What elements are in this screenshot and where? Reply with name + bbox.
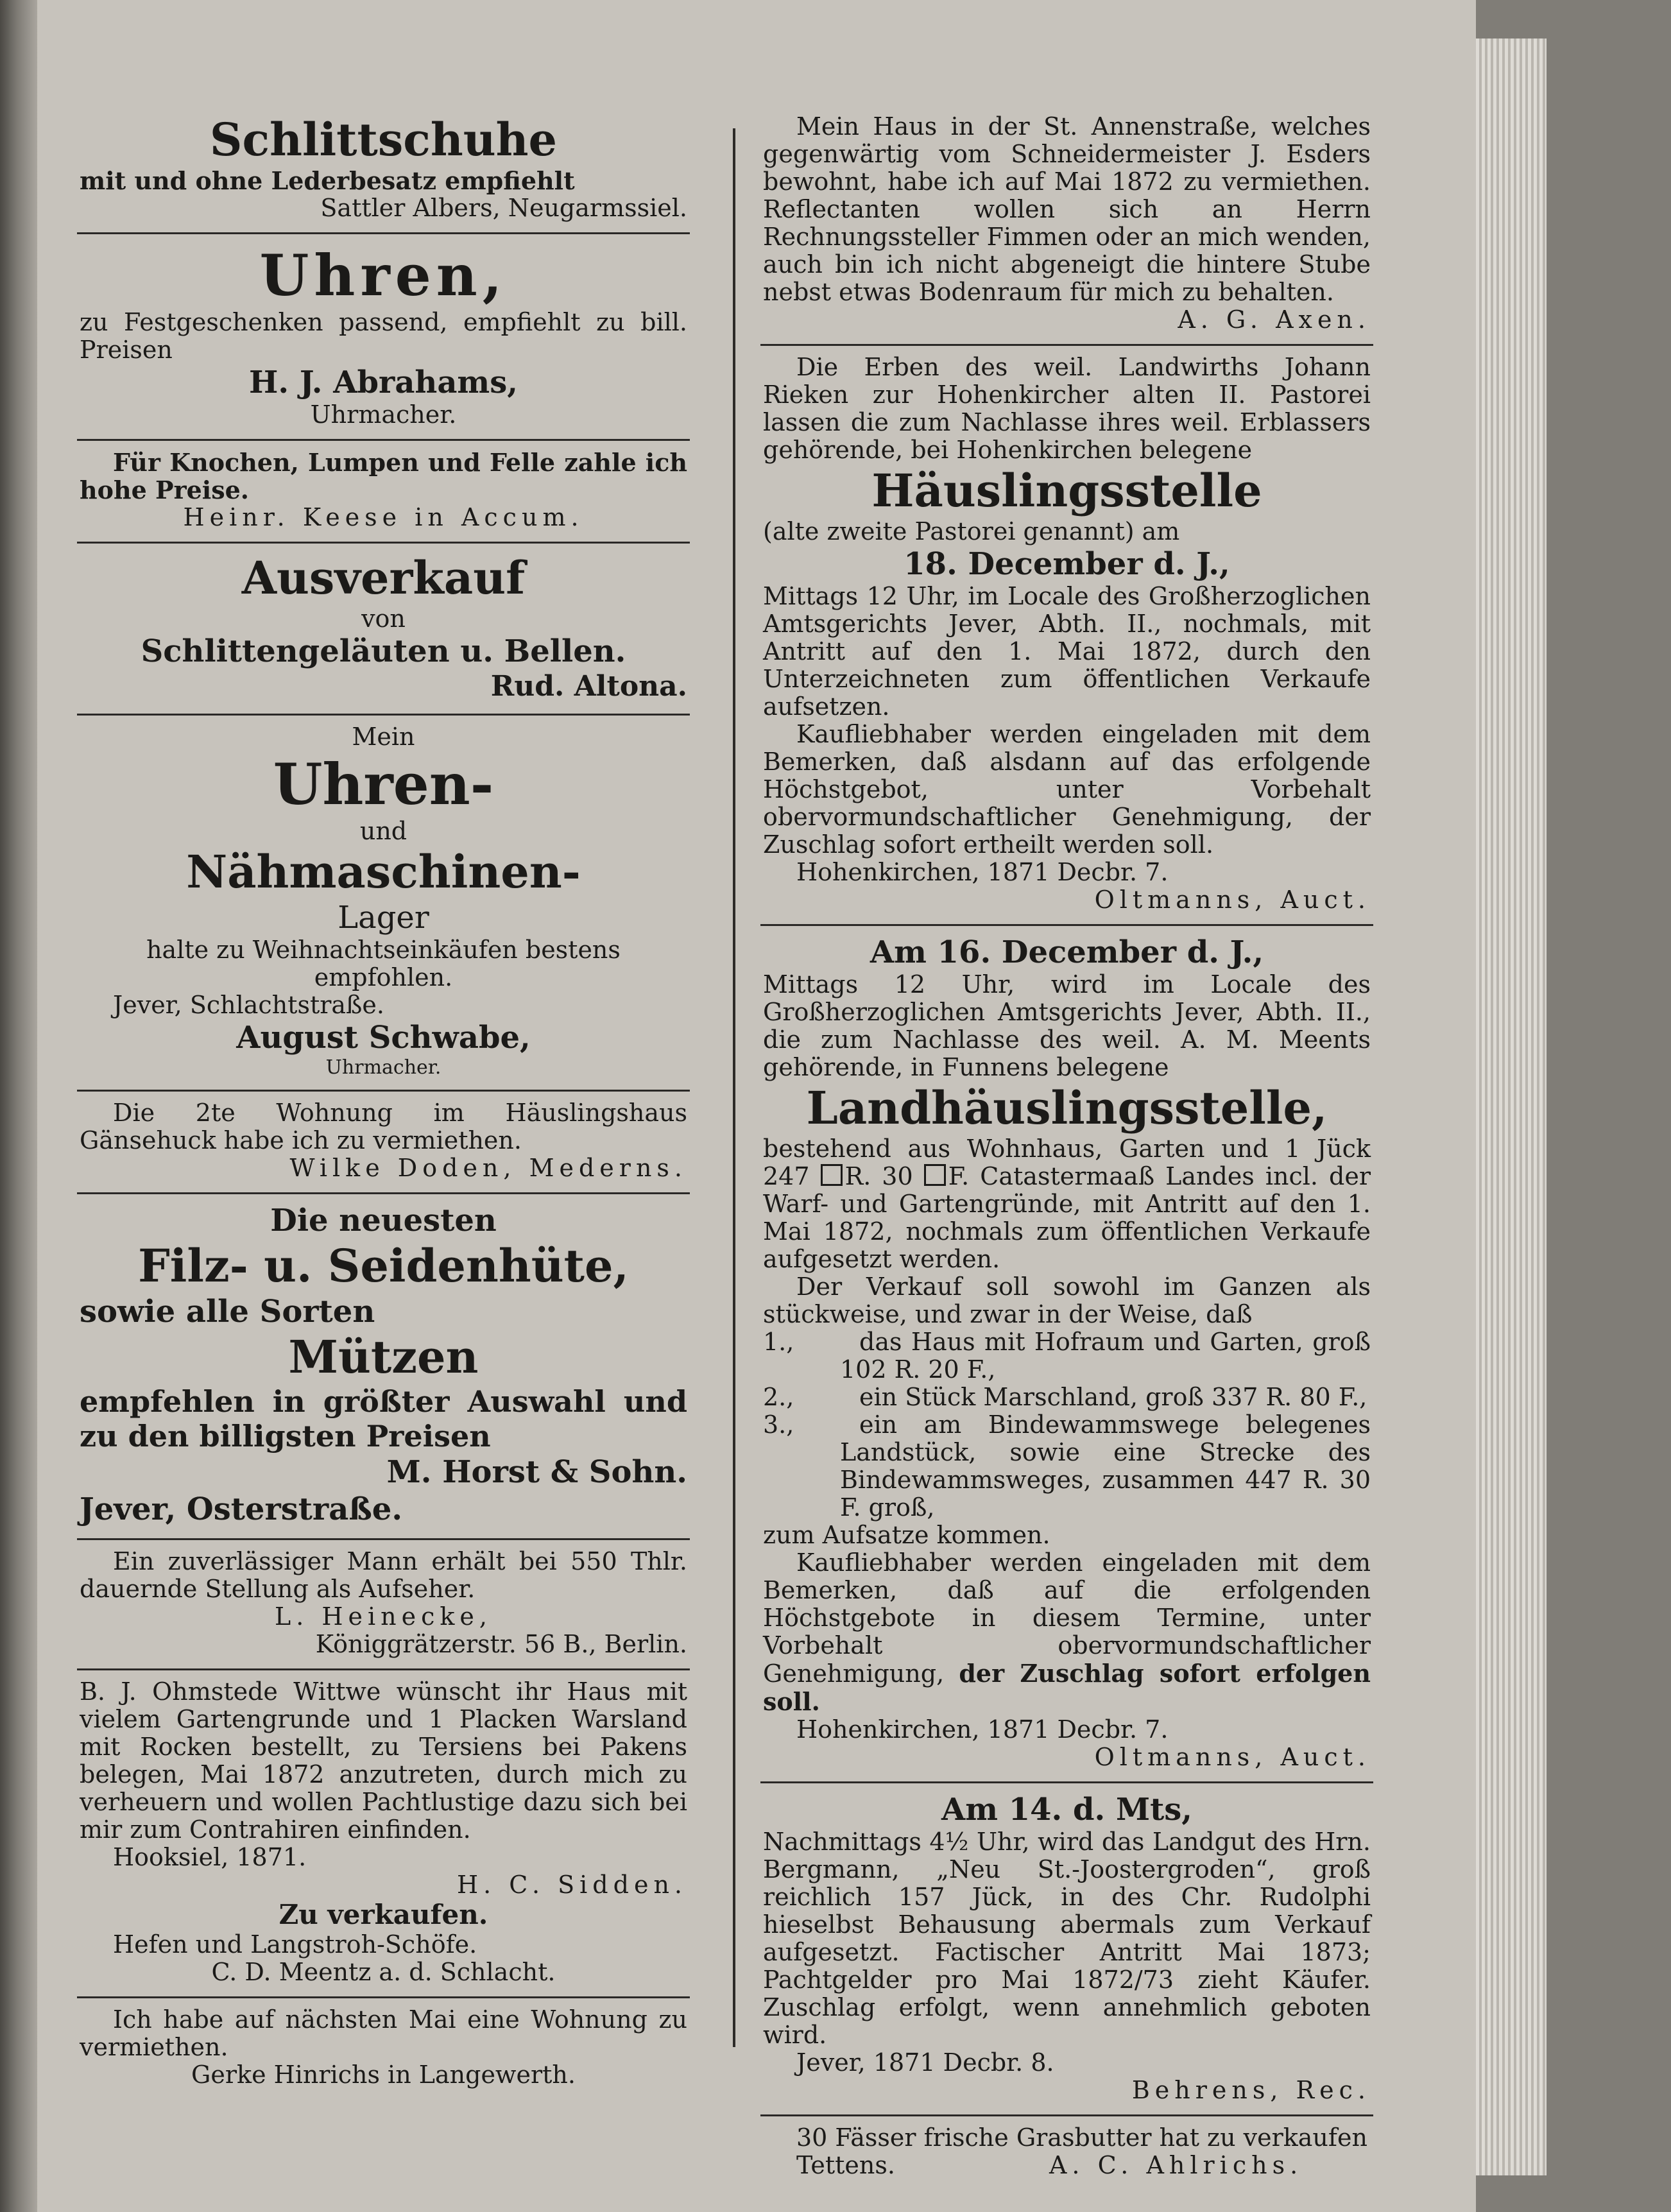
ad-separator bbox=[760, 924, 1373, 926]
item-number: 3., bbox=[763, 1410, 794, 1439]
ad-body-3b: der Zuschlag sofort erfolgen soll. bbox=[763, 1659, 1371, 1716]
ad-signature: Behrens, Rec. bbox=[1131, 2076, 1371, 2104]
ad-role: Uhrmacher. bbox=[325, 1056, 441, 1079]
ad-date: Am 14. d. Mts, bbox=[941, 1792, 1192, 1828]
ad-title: Filz- u. Seidenhüte, bbox=[138, 1239, 629, 1292]
ad-place: Jever, 1871 Decbr. 8. bbox=[796, 2048, 1054, 2077]
list-item bbox=[763, 1328, 1371, 1384]
ad-signature: H. C. Sidden. bbox=[456, 1871, 687, 1899]
ad-line: Hefen und Langstroh-Schöfe. bbox=[113, 1930, 477, 1959]
ad-item: Schlittengeläuten u. Bellen. bbox=[141, 633, 626, 669]
ad-hute bbox=[77, 1198, 690, 1534]
ad-signature: Oltmanns, Auct. bbox=[1094, 886, 1371, 914]
ad-role: Uhrmacher. bbox=[310, 400, 457, 429]
ad-separator bbox=[77, 714, 690, 716]
ad-line: zu Festgeschenken passend, empfiehlt zu bill. Preisen bbox=[80, 308, 687, 364]
ad-title-uhren: Uhren- bbox=[273, 751, 494, 818]
ad-line-1: Die neuesten bbox=[270, 1203, 497, 1239]
ad-signature: Rud. Altona. bbox=[490, 670, 687, 703]
ad-aufseher bbox=[77, 1544, 690, 1665]
ad-von: von bbox=[361, 604, 406, 633]
ad-und: und bbox=[359, 817, 407, 845]
ad-separator bbox=[760, 2114, 1373, 2116]
ad-title: Schlittschuhe bbox=[209, 113, 558, 166]
ad-sub: (alte zweite Pastorei genannt) am bbox=[763, 517, 1180, 545]
ad-intro: Mittags 12 Uhr, wird im Locale des Großherzoglichen Amtsgerichts Jever, Abth. II., die zum Nachlasse des weil. A. M. Meents gehörende, in Funnens belegene bbox=[763, 970, 1371, 1081]
ad-body-3 bbox=[763, 1549, 1371, 1716]
ad-tail: zum Aufsatze kommen. bbox=[763, 1521, 1050, 1549]
ad-hinrichs bbox=[77, 2002, 690, 2095]
ad-signature: L. Heinecke, bbox=[274, 1602, 492, 1631]
ad-title: Häuslingsstelle bbox=[871, 464, 1262, 517]
ad-signature: A. G. Axen. bbox=[1178, 305, 1371, 334]
ad-signature: Heinr. Keese in Accum. bbox=[183, 503, 584, 531]
ad-intro: Die Erben des weil. Landwirths Johann Rieken zur Hohenkircher alten II. Pastorei lassen die zum Nachlasse ihres weil. Erblassers gehörende, bei Hohenkirchen belegene bbox=[763, 353, 1371, 464]
ad-separator bbox=[760, 1781, 1373, 1783]
ad-text: Für Knochen, Lumpen und Felle zahle ich hohe Preise. bbox=[80, 448, 687, 504]
ad-date: Am 16. December d. J., bbox=[870, 934, 1264, 970]
ad-name: H. J. Abrahams, bbox=[249, 364, 518, 400]
page-edges bbox=[1476, 39, 1547, 2175]
ad-separator bbox=[77, 542, 690, 544]
ad-ohmstede bbox=[77, 1674, 690, 1993]
ad-place: Hooksiel, 1871. bbox=[113, 1843, 307, 1871]
ad-wohnung-gaensehuck bbox=[77, 1095, 690, 1188]
ad-separator bbox=[760, 344, 1373, 346]
ad-lager: Lager bbox=[338, 900, 429, 936]
ad-separator bbox=[77, 1668, 690, 1670]
ad-signature: Gerke Hinrichs in Langewerth. bbox=[191, 2061, 576, 2089]
left-column bbox=[77, 109, 690, 2175]
ad-place: Jever, Schlachtstraße. bbox=[113, 991, 384, 1019]
ad-signature: A. C. Ahlrichs. bbox=[1049, 2151, 1303, 2175]
list-item bbox=[763, 1384, 1371, 1411]
ad-name: M. Horst & Sohn. bbox=[386, 1454, 687, 1490]
ad-text: B. J. Ohmstede Wittwe wünscht ihr Haus mit vielem Gartengrunde und 1 Placken Warsland mit Rocken bestellt, zu Tersiens bei Pakens belegen, Mai 1872 anzutreten, durch mich zu verheuern und wollen Pachtlustige dazu sich bei mir zum Contrahiren einfinden. bbox=[80, 1677, 687, 1844]
ad-place: Hohenkirchen, 1871 Decbr. 7. bbox=[796, 1715, 1169, 1744]
ad-place: Hohenkirchen, 1871 Decbr. 7. bbox=[796, 858, 1169, 886]
ad-text: Die 2te Wohnung im Häuslingshaus Gänsehuck habe ich zu vermiethen. bbox=[80, 1099, 687, 1154]
ad-haeuslingsstelle bbox=[760, 350, 1373, 920]
item-number: 2., bbox=[763, 1383, 794, 1411]
ad-knochen bbox=[77, 445, 690, 538]
ad-place: Jever, Osterstraße. bbox=[80, 1491, 403, 1527]
ad-body-2: Der Verkauf soll sowohl im Ganzen als stückweise, und zwar in der Weise, daß bbox=[763, 1273, 1371, 1328]
ad-sign-line bbox=[763, 2152, 1371, 2175]
ad-body-a: bestehend aus Wohnhaus, Garten und 1 Jück 247 bbox=[763, 1135, 1371, 1190]
ad-line: mit und ohne Lederbesatz empfiehlt bbox=[80, 166, 575, 195]
ad-separator bbox=[77, 1192, 690, 1194]
ad-title: Ausverkauf bbox=[241, 551, 526, 604]
ad-title: Zu verkaufen. bbox=[278, 1899, 488, 1930]
ad-date: 18. December d. J., bbox=[904, 546, 1230, 582]
ad-separator bbox=[77, 1996, 690, 1998]
ad-separator bbox=[77, 232, 690, 234]
item-number: 1., bbox=[763, 1328, 794, 1356]
ad-signature: Wilke Doden, Mederns. bbox=[289, 1154, 687, 1182]
ad-title-naehmaschinen: Nähmaschinen- bbox=[186, 845, 581, 898]
ad-uhren bbox=[77, 238, 690, 435]
ad-line-3: sowie alle Sorten bbox=[80, 1294, 375, 1330]
binding-gutter bbox=[0, 0, 37, 2212]
ad-signature: Sattler Albers, Neugarmssiel. bbox=[320, 194, 687, 222]
ad-title: Landhäuslingsstelle, bbox=[806, 1081, 1328, 1135]
square-foot-icon bbox=[924, 1164, 946, 1186]
ad-body-3a: Kaufliebhaber werden eingeladen mit dem Bemerken, daß auf die erfolgenden Höchstgebote in diesem Termine, unter Vorbehalt obervormundschaftlicher Genehmigung, bbox=[763, 1548, 1371, 1688]
ad-name: August Schwabe, bbox=[236, 1020, 531, 1056]
ad-separator bbox=[77, 439, 690, 441]
ad-body-b: R. 30 bbox=[844, 1162, 913, 1190]
ad-grasbutter bbox=[760, 2120, 1373, 2175]
ad-signature-2: C. D. Meentz a. d. Schlacht. bbox=[211, 1958, 556, 1986]
list-item bbox=[763, 1411, 1371, 1522]
ad-text: Ein zuverlässiger Mann erhält bei 550 Thlr. dauernde Stellung als Aufseher. bbox=[80, 1547, 687, 1603]
item-text: ein am Bindewammswege belegenes Landstück, sowie eine Strecke des Bindewammsweges, zusammen 447 R. 30 F. groß, bbox=[840, 1410, 1371, 1522]
ad-separator bbox=[77, 1538, 690, 1540]
ad-address: Königgrätzerstr. 56 B., Berlin. bbox=[315, 1630, 687, 1658]
ad-schlittschuhe bbox=[77, 109, 690, 228]
ad-text: Mein Haus in der St. Annenstraße, welches gegenwärtig vom Schneidermeister J. Esders bewohnt, habe ich auf Mai 1872 zu vermiethen. Reflectanten wollen sich an Herrn Rechnungssteller Fimmen oder an mich wenden, auch bin ich nicht abgeneigt die hintere Stube nebst etwas Bodenraum für mich zu behalten. bbox=[763, 112, 1371, 306]
ad-text: 30 Fässer frische Grasbutter hat zu verkaufen bbox=[796, 2123, 1367, 2152]
ad-naehmaschinen bbox=[77, 719, 690, 1086]
ad-body: Mittags 12 Uhr, im Locale des Großherzoglichen Amtsgerichts Jever, Abth. II., nochmals, mit Antritt auf den 1. Mai 1872, durch den Unterzeichneten zum öffentlichen Verkaufe aufsetzen. bbox=[763, 582, 1371, 721]
ad-signature: Oltmanns, Auct. bbox=[1094, 1743, 1371, 1771]
ad-line: halte zu Weihnachtseinkäufen bestens empfohlen. bbox=[146, 936, 621, 991]
ad-place: Tettens. bbox=[796, 2151, 895, 2175]
ad-text: Nachmittags 4½ Uhr, wird das Landgut des Hrn. Bergmann, „Neu St.-Joostergroden“, groß reichlich 157 Jück, in des Chr. Rudolphi hieselbst Behausung abermals zum Verkauf aufgesetzt. Factischer Antritt Mai 1873; Pachtgelder pro Mai 1872/73 zieht Käufer. Zuschlag erfolgt, wenn annehmlich geboten wird. bbox=[763, 1828, 1371, 2049]
right-column bbox=[760, 109, 1373, 2175]
ad-line-5: empfehlen in größter Auswahl und zu den billigsten Preisen bbox=[80, 1384, 687, 1453]
ad-landhaeuslingsstelle bbox=[760, 930, 1373, 1778]
ad-landgut bbox=[760, 1787, 1373, 2111]
item-text: ein Stück Marschland, groß 337 R. 80 F., bbox=[859, 1383, 1367, 1411]
ad-annenstrasse bbox=[760, 109, 1373, 340]
column-divider bbox=[733, 128, 735, 2047]
ad-title: Uhren, bbox=[259, 242, 508, 309]
square-rod-icon bbox=[821, 1164, 843, 1186]
ad-mein: Mein bbox=[352, 723, 415, 751]
ad-body bbox=[763, 1135, 1371, 1273]
ad-title-muetzen: Mützen bbox=[288, 1330, 479, 1384]
ad-ausverkauf bbox=[77, 547, 690, 710]
ad-body-2: Kaufliebhaber werden eingeladen mit dem Bemerken, daß alsdann auf das erfolgende Höchstgebot, unter Vorbehalt obervormundschaftlicher Genehmigung, der Zuschlag sofort ertheilt werden soll. bbox=[763, 720, 1371, 859]
item-text: das Haus mit Hofraum und Garten, groß 102 R. 20 F., bbox=[840, 1328, 1371, 1384]
ad-text: Ich habe auf nächsten Mai eine Wohnung zu vermiethen. bbox=[80, 2005, 687, 2061]
ad-separator bbox=[77, 1090, 690, 1092]
ad-body-c: F. Catastermaaß Landes incl. der Warf- und Gartengründe, mit Antritt auf den 1. Mai 1872, nochmals zum öffentlichen Verkaufe aufgesetzt werden. bbox=[763, 1162, 1371, 1273]
